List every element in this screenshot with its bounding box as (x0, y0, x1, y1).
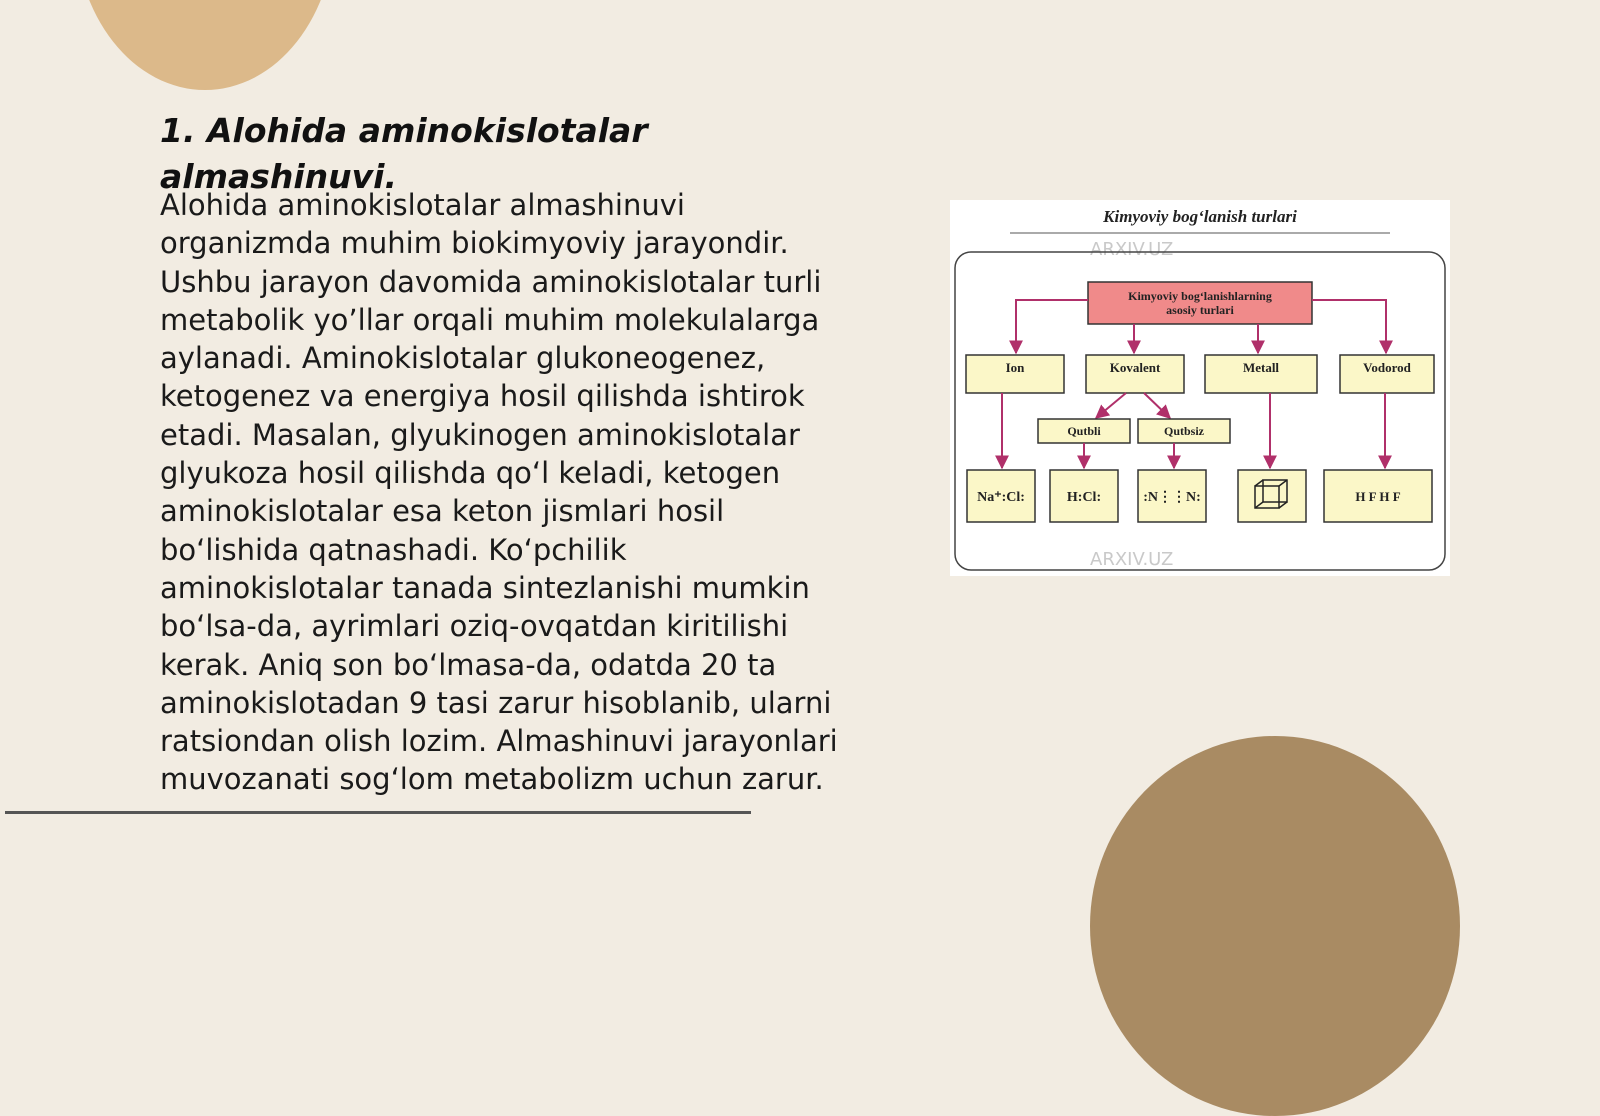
example-label-nacl: Na⁺:Cl: (977, 490, 1025, 505)
watermark: ARXIV.UZ (1090, 239, 1174, 260)
type-label-ion: Ion (1005, 360, 1025, 375)
type-label-kovalent: Kovalent (1109, 360, 1161, 375)
subtype-label-qutbli: Qutbli (1067, 424, 1101, 438)
root-label-line2: asosiy turlari (1166, 303, 1234, 317)
root-label-line1: Kimyoviy bog‘lanishlarning (1128, 289, 1272, 303)
chemical-bond-diagram (950, 200, 1450, 576)
subtype-label-qutbsiz: Qutbsiz (1163, 424, 1205, 438)
diagram-heading: Kimyoviy bog‘lanish turlari (1103, 207, 1297, 226)
type-label-metall: Metall (1242, 360, 1280, 375)
divider-line (5, 811, 751, 814)
type-label-vodorod: Vodorod (1363, 360, 1411, 375)
example-label-hf: H F H F (1355, 489, 1401, 504)
example-box-metal-lattice (1238, 470, 1306, 522)
example-label-n2: :N⋮⋮N: (1143, 490, 1201, 505)
slide-body-text: Alohida aminokislotalar almashinuvi organizmda muhim biokimyoviy jarayondir. Ushbu jarayon davomida aminokislotalar turli metabolik yo’llar orqali muhim molekulalarga aylanadi. Aminokislotalar glukoneogenez, ketogenez va energiya hosil qilishda ishtirok etadi. Masalan, glyukinogen aminokislotalar glyukoza hosil qilishda qo‘l keladi, ketogen aminokislotalar esa keton jismlari hosil bo‘lishida qatnashadi. Ko‘pchilik aminokislotalar tanada sintezlanishi mumkin bo‘lsa-da, ayrimlari oziq-ovqatdan kiritilishi kerak. Aniq son bo‘lmasa-da, odatda 20 ta aminokislotadan 9 tasi zarur hisoblanib, ularni ratsiondan olish lozim. Almashinuvi jarayonlari muvozanati sog‘lom metabolizm uchun zarur. (160, 188, 838, 797)
decorative-circle-top (75, 0, 335, 90)
example-label-hcl: H:Cl: (1066, 490, 1102, 505)
slide-title: 1. Alohida aminokislotalar almashinuvi. (160, 111, 648, 196)
watermark-2: ARXIV.UZ (1090, 549, 1174, 570)
decorative-circle-bottom (1090, 736, 1460, 1116)
